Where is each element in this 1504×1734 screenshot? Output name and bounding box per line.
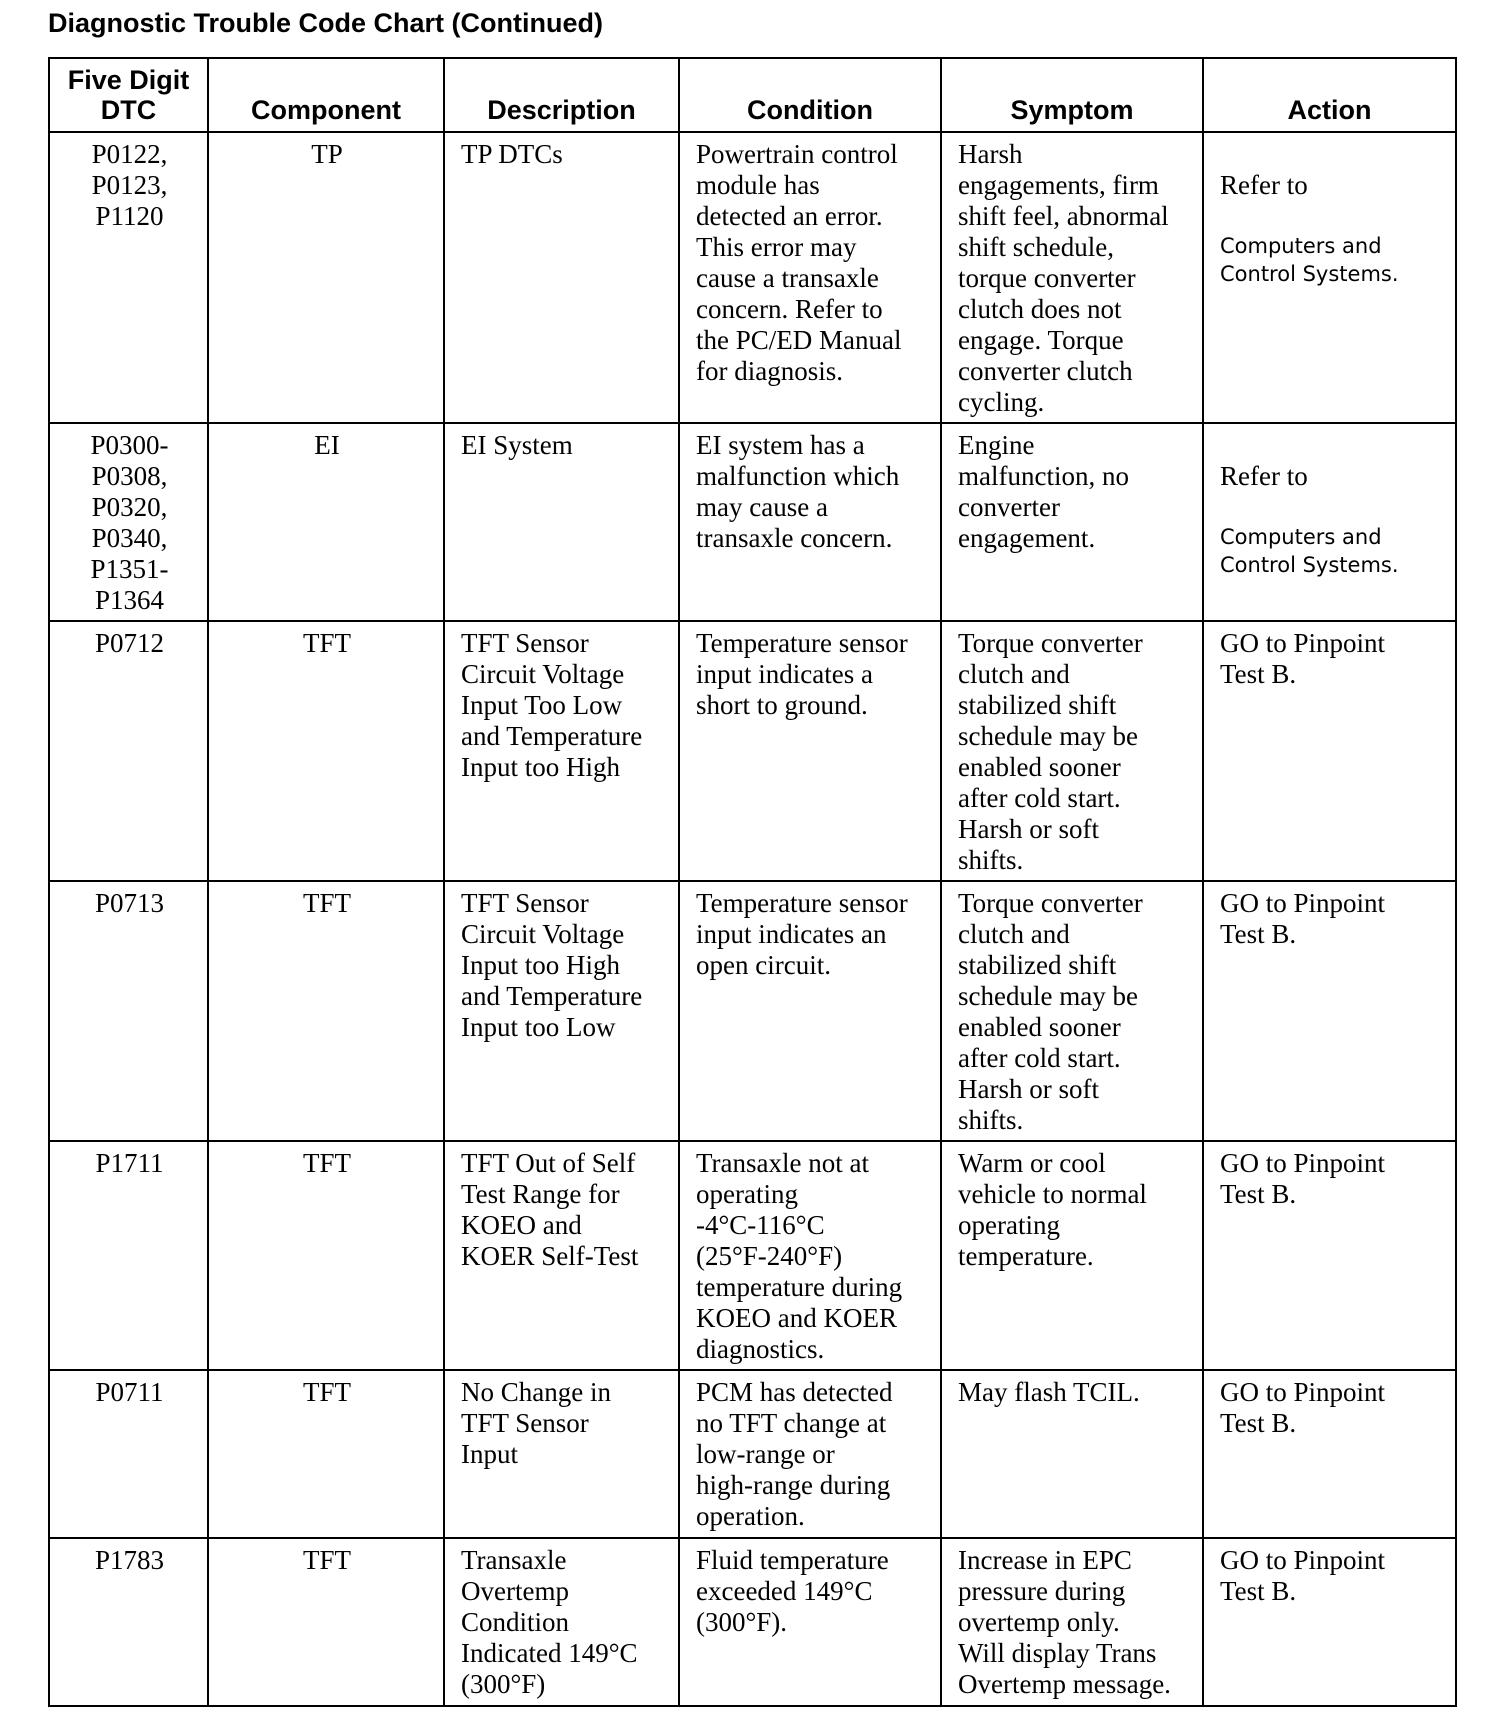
component-cell: TP bbox=[208, 132, 444, 423]
condition-cell: Temperature sensor input indicates an open circuit. bbox=[679, 881, 941, 1141]
component-cell: TFT bbox=[208, 621, 444, 881]
header-row bbox=[49, 58, 1456, 132]
table-row bbox=[49, 621, 1456, 881]
header-component: Component bbox=[208, 58, 444, 132]
page-title: Diagnostic Trouble Code Chart (Continued) bbox=[48, 8, 603, 38]
description-cell: TFT Sensor Circuit Voltage Input too High and Temperature Input too Low bbox=[444, 881, 679, 1141]
action-cell bbox=[1203, 132, 1456, 423]
condition-cell: Fluid temperature exceeded 149°C (300°F). bbox=[679, 1538, 941, 1706]
action-cell: GO to Pinpoint Test B. bbox=[1203, 621, 1456, 881]
description-cell: TFT Out of Self Test Range for KOEO and KOER Self-Test bbox=[444, 1141, 679, 1370]
table-row bbox=[49, 1538, 1456, 1706]
header-dtc: Five Digit DTC bbox=[49, 58, 208, 132]
symptom-cell: Torque converter clutch and stabilized shift schedule may be enabled sooner after cold start. Harsh or soft shifts. bbox=[941, 621, 1203, 881]
dtc-cell: P0300- P0308, P0320, P0340, P1351- P1364 bbox=[49, 423, 208, 621]
component-cell: TFT bbox=[208, 881, 444, 1141]
description-cell: TP DTCs bbox=[444, 132, 679, 423]
symptom-cell: Harsh engagements, firm shift feel, abnormal shift schedule, torque converter clutch does not engage. Torque converter clutch cycling. bbox=[941, 132, 1203, 423]
dtc-cell: P1711 bbox=[49, 1141, 208, 1370]
symptom-cell: Engine malfunction, no converter engagement. bbox=[941, 423, 1203, 621]
table-row bbox=[49, 881, 1456, 1141]
table-row bbox=[49, 423, 1456, 621]
header-symptom: Symptom bbox=[941, 58, 1203, 132]
dtc-cell: P0711 bbox=[49, 1370, 208, 1538]
action-reference-link: Computers and Control Systems. bbox=[1220, 525, 1399, 577]
condition-cell: Powertrain control module has detected an error. This error may cause a transaxle concern. Refer to the PC/ED Manual for diagnosis. bbox=[679, 132, 941, 423]
header-description: Description bbox=[444, 58, 679, 132]
component-cell: TFT bbox=[208, 1370, 444, 1538]
table-row bbox=[49, 1141, 1456, 1370]
action-refer-text: Refer to bbox=[1220, 170, 1308, 200]
description-cell: Transaxle Overtemp Condition Indicated 149°C (300°F) bbox=[444, 1538, 679, 1706]
header-action: Action bbox=[1203, 58, 1456, 132]
symptom-cell: Torque converter clutch and stabilized shift schedule may be enabled sooner after cold start. Harsh or soft shifts. bbox=[941, 881, 1203, 1141]
header-condition: Condition bbox=[679, 58, 941, 132]
condition-cell: PCM has detected no TFT change at low-range or high-range during operation. bbox=[679, 1370, 941, 1538]
table-row bbox=[49, 132, 1456, 423]
description-cell: EI System bbox=[444, 423, 679, 621]
action-cell: GO to Pinpoint Test B. bbox=[1203, 1141, 1456, 1370]
description-cell: No Change in TFT Sensor Input bbox=[444, 1370, 679, 1538]
condition-cell: EI system has a malfunction which may cause a transaxle concern. bbox=[679, 423, 941, 621]
dtc-cell: P0122, P0123, P1120 bbox=[49, 132, 208, 423]
condition-cell: Temperature sensor input indicates a short to ground. bbox=[679, 621, 941, 881]
action-cell: GO to Pinpoint Test B. bbox=[1203, 1538, 1456, 1706]
dtc-cell: P1783 bbox=[49, 1538, 208, 1706]
action-refer-text: Refer to bbox=[1220, 461, 1308, 491]
table-row bbox=[49, 1370, 1456, 1538]
action-cell: GO to Pinpoint Test B. bbox=[1203, 1370, 1456, 1538]
symptom-cell: Increase in EPC pressure during overtemp only. Will display Trans Overtemp message. bbox=[941, 1538, 1203, 1706]
dtc-cell: P0712 bbox=[49, 621, 208, 881]
component-cell: EI bbox=[208, 423, 444, 621]
action-reference-link: Computers and Control Systems. bbox=[1220, 234, 1399, 286]
dtc-cell: P0713 bbox=[49, 881, 208, 1141]
symptom-cell: Warm or cool vehicle to normal operating temperature. bbox=[941, 1141, 1203, 1370]
action-cell: GO to Pinpoint Test B. bbox=[1203, 881, 1456, 1141]
condition-cell: Transaxle not at operating -4°C-116°C (25°F-240°F) temperature during KOEO and KOER diagnostics. bbox=[679, 1141, 941, 1370]
component-cell: TFT bbox=[208, 1141, 444, 1370]
symptom-cell: May flash TCIL. bbox=[941, 1370, 1203, 1538]
component-cell: TFT bbox=[208, 1538, 444, 1706]
description-cell: TFT Sensor Circuit Voltage Input Too Low and Temperature Input too High bbox=[444, 621, 679, 881]
action-cell bbox=[1203, 423, 1456, 621]
dtc-chart-table bbox=[48, 57, 1457, 1707]
